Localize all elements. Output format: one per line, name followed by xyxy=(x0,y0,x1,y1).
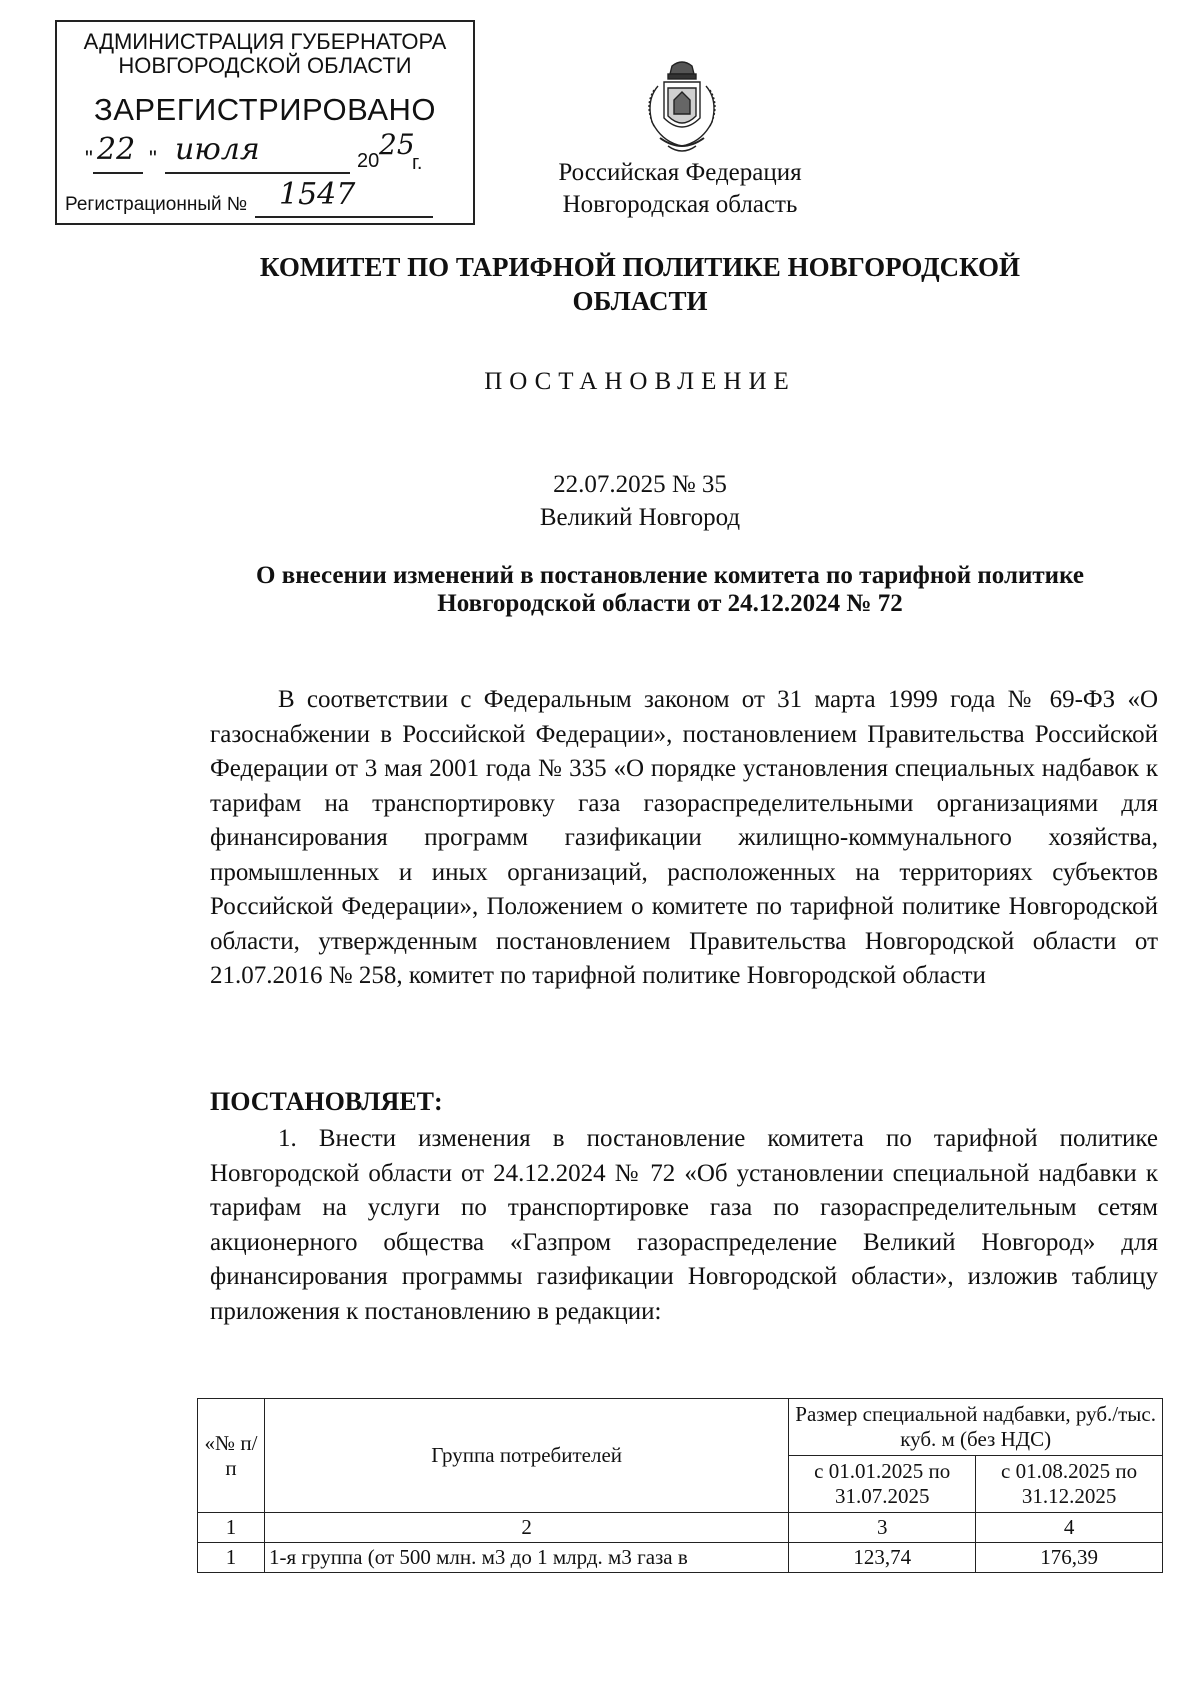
resolves-heading: ПОСТАНОВЛЯЕТ: xyxy=(210,1087,443,1116)
stamp-day-line xyxy=(93,172,143,174)
row-num: 1 xyxy=(198,1543,265,1573)
coat-of-arms-icon xyxy=(638,60,726,158)
federation-name: Российская Федерация xyxy=(558,159,802,186)
stamp-reg-line xyxy=(255,216,433,218)
table-row xyxy=(198,1543,1163,1573)
stamp-year-suffix: 25 xyxy=(379,128,415,161)
index-cell: 1 xyxy=(198,1513,265,1543)
stamp-registered-label: ЗАРЕГИСТРИРОВАНО xyxy=(93,92,436,127)
resolution-item-1: 1. Внести изменения в постановление комитета по тарифной политике Новгородской области от 24.12.2024 № 72 «Об установлении специальной надбавки к тарифам на услуги по транспортировке газа по газораспределительным сетям акционерного общества «Газпром газораспределение Великий Новгород» для финансирования программы газификации Новгородской области», изложив таблицу приложения к постановлению в редакции: xyxy=(210,1125,1158,1325)
header-period-2: с 01.08.2025 по 31.12.2025 xyxy=(976,1456,1163,1513)
tariff-table xyxy=(197,1398,1163,1573)
index-cell: 3 xyxy=(789,1513,976,1543)
table-header-row xyxy=(198,1399,1163,1456)
stamp-reg-number: 1547 xyxy=(279,177,356,212)
city: Великий Новгород xyxy=(539,504,741,531)
stamp-year-prefix: 20 xyxy=(357,150,380,172)
federation-heading xyxy=(500,157,860,221)
table-index-row xyxy=(198,1513,1163,1543)
index-cell: 2 xyxy=(264,1513,788,1543)
row-group: 1-я группа (от 500 млн. м3 до 1 млрд. м3 газа в xyxy=(264,1543,788,1573)
stamp-day: 22 xyxy=(97,132,136,167)
stamp-org-line1: АДМИНИСТРАЦИЯ ГУБЕРНАТОРА xyxy=(83,29,447,54)
stamp-month-line xyxy=(165,172,350,174)
row-value-1: 123,74 xyxy=(789,1543,976,1573)
region-name: Новгородская область xyxy=(562,191,798,218)
index-cell: 4 xyxy=(976,1513,1163,1543)
stamp-quote-close: " xyxy=(149,146,157,171)
document-type: ПОСТАНОВЛЕНИЕ xyxy=(484,368,796,395)
stamp-org-line2: НОВГОРОДСКОЙ ОБЛАСТИ xyxy=(118,53,412,78)
header-num: «№ п/п xyxy=(198,1399,265,1513)
header-group: Группа потребителей xyxy=(264,1399,788,1513)
document-subject: О внесении изменений в постановление комитета по тарифной политике Новгородской области от 24.12.2024 № 72 xyxy=(256,562,1084,617)
stamp-reg-label: Регистрационный № xyxy=(65,194,248,215)
committee-title: КОМИТЕТ ПО ТАРИФНОЙ ПОЛИТИКЕ НОВГОРОДСКОЙ ОБЛАСТИ xyxy=(259,252,1021,316)
stamp-year-g: г. xyxy=(412,152,423,174)
stamp-quote-open: " xyxy=(85,146,93,171)
stamp-month: июля xyxy=(175,132,260,167)
row-value-2: 176,39 xyxy=(976,1543,1163,1573)
header-period-1: с 01.01.2025 по 31.07.2025 xyxy=(789,1456,976,1513)
header-size: Размер специальной надбавки, руб./тыс. куб. м (без НДС) xyxy=(789,1399,1163,1456)
date-number-block xyxy=(440,468,840,534)
registration-stamp xyxy=(55,20,475,225)
date-number: 22.07.2025 № 35 xyxy=(553,471,727,498)
preamble-paragraph: В соответствии с Федеральным законом от 31 марта 1999 года № 69-ФЗ «О газоснабжении в Российской Федерации», постановлением Правительства Российской Федерации от 3 мая 2001 года № 335 «О порядке установления специальных надбавок к тарифам на транспортировку газа газораспределительными организациями для финансирования программ газификации жилищно-коммунального хозяйства, промышленных и иных организаций, расположенных на территориях субъектов Российской Федерации», Положением о комитете по тарифной политике Новгородской области, утвержденным постановлением Правительства Новгородской области от 21.07.2016 № 258, комитет по тарифной политике Новгородской области xyxy=(210,686,1158,989)
